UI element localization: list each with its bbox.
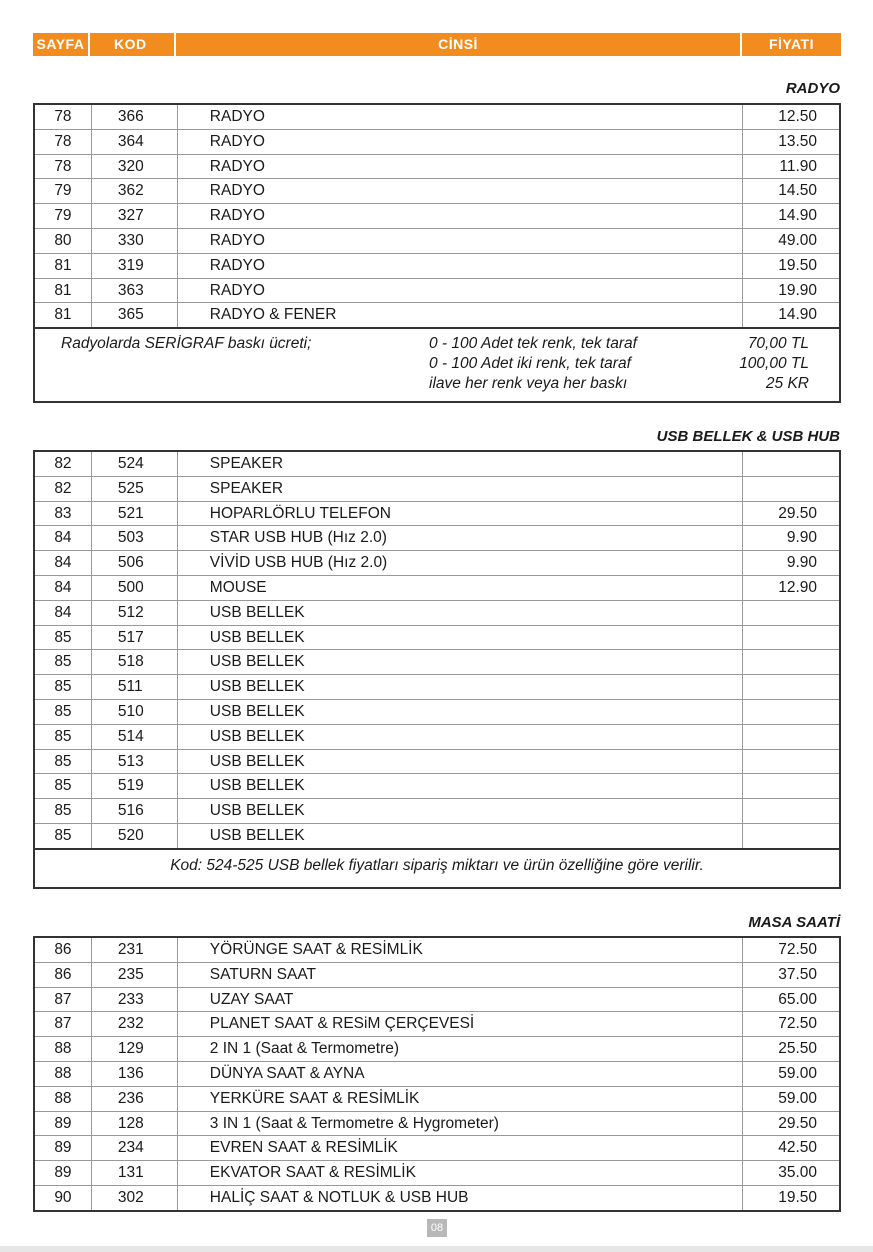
cell-kod: 320 [91,154,177,179]
cell-cinsi: RADYO [177,278,742,303]
cell-fiyat: 37.50 [742,962,840,987]
masa-saati-table [33,936,841,1212]
cell-fiyat: 12.90 [742,575,840,600]
cell-sayfa: 81 [34,253,91,278]
cell-kod: 506 [91,551,177,576]
cell-kod: 362 [91,179,177,204]
cell-fiyat: 19.50 [742,1185,840,1210]
cell-fiyat: 25.50 [742,1037,840,1062]
table-row [34,228,840,253]
cell-kod: 363 [91,278,177,303]
cell-sayfa: 78 [34,104,91,129]
cell-fiyat: 14.90 [742,303,840,328]
cell-sayfa: 78 [34,154,91,179]
cell-cinsi: USB BELLEK [177,774,742,799]
cell-sayfa: 85 [34,625,91,650]
table-row [34,774,840,799]
table-row [34,799,840,824]
cell-kod: 518 [91,650,177,675]
cell-fiyat [742,724,840,749]
table-row [34,1061,840,1086]
cell-kod: 233 [91,987,177,1012]
cell-kod: 234 [91,1136,177,1161]
serigraf-line-price: 25 KR [765,375,809,392]
cell-sayfa: 87 [34,1012,91,1037]
cell-kod: 524 [91,451,177,476]
cell-cinsi: EKVATOR SAAT & RESİMLİK [177,1161,742,1186]
serigraf-note [33,327,841,403]
cell-cinsi: SPEAKER [177,476,742,501]
page-number: 08 [427,1219,447,1237]
cell-cinsi: SPEAKER [177,451,742,476]
cell-fiyat [742,749,840,774]
cell-cinsi: USB BELLEK [177,600,742,625]
cell-cinsi: USB BELLEK [177,699,742,724]
table-row [34,1111,840,1136]
cell-cinsi: RADYO [177,228,742,253]
cell-fiyat: 19.90 [742,278,840,303]
table-row [34,476,840,501]
cell-fiyat: 72.50 [742,937,840,962]
cell-cinsi: 3 IN 1 (Saat & Termometre & Hygrometer) [177,1111,742,1136]
table-row [34,1136,840,1161]
cell-kod: 136 [91,1061,177,1086]
cell-kod: 365 [91,303,177,328]
table-row [34,303,840,328]
table-row [34,526,840,551]
table-row [34,104,840,129]
table-row [34,823,840,848]
cell-cinsi: RADYO [177,104,742,129]
cell-cinsi: DÜNYA SAAT & AYNA [177,1061,742,1086]
cell-sayfa: 81 [34,303,91,328]
cell-sayfa: 78 [34,129,91,154]
table-row [34,575,840,600]
section-title-usb: USB BELLEK & USB HUB [656,428,840,445]
cell-sayfa: 84 [34,551,91,576]
cell-fiyat: 14.50 [742,179,840,204]
cell-sayfa: 84 [34,575,91,600]
cell-sayfa: 85 [34,699,91,724]
table-row [34,154,840,179]
cell-sayfa: 85 [34,724,91,749]
cell-cinsi: RADYO [177,129,742,154]
column-header-bar [33,33,841,56]
cell-sayfa: 83 [34,501,91,526]
serigraf-line [429,355,809,375]
cell-cinsi: RADYO & FENER [177,303,742,328]
cell-cinsi: RADYO [177,253,742,278]
cell-sayfa: 85 [34,675,91,700]
table-row [34,1161,840,1186]
cell-fiyat: 19.50 [742,253,840,278]
header-cinsi: CİNSİ [176,33,742,56]
cell-fiyat [742,699,840,724]
cell-cinsi: USB BELLEK [177,724,742,749]
cell-kod: 503 [91,526,177,551]
cell-sayfa: 84 [34,526,91,551]
table-row [34,179,840,204]
cell-sayfa: 80 [34,228,91,253]
table-row [34,724,840,749]
table-row [34,1012,840,1037]
cell-kod: 510 [91,699,177,724]
header-fiyati: FİYATI [742,33,841,56]
cell-cinsi: VİVİD USB HUB (Hız 2.0) [177,551,742,576]
cell-fiyat [742,476,840,501]
cell-kod: 302 [91,1185,177,1210]
cell-fiyat [742,799,840,824]
cell-fiyat [742,774,840,799]
table-row [34,962,840,987]
cell-cinsi: USB BELLEK [177,749,742,774]
usb-note: Kod: 524-525 USB bellek fiyatları sipariş miktarı ve ürün özelliğine göre verilir. [33,846,841,889]
cell-cinsi: USB BELLEK [177,799,742,824]
cell-fiyat [742,823,840,848]
cell-kod: 327 [91,204,177,229]
cell-kod: 366 [91,104,177,129]
table-row [34,749,840,774]
cell-kod: 512 [91,600,177,625]
table-row [34,699,840,724]
cell-fiyat [742,600,840,625]
cell-fiyat: 42.50 [742,1136,840,1161]
cell-cinsi: YÖRÜNGE SAAT & RESİMLİK [177,937,742,962]
table-row [34,551,840,576]
cell-fiyat: 11.90 [742,154,840,179]
cell-kod: 500 [91,575,177,600]
cell-sayfa: 85 [34,650,91,675]
cell-fiyat [742,675,840,700]
cell-cinsi: USB BELLEK [177,823,742,848]
table-row [34,675,840,700]
table-row [34,1185,840,1210]
table-row [34,451,840,476]
cell-fiyat: 9.90 [742,526,840,551]
cell-cinsi: RADYO [177,179,742,204]
cell-cinsi: UZAY SAAT [177,987,742,1012]
serigraf-line [429,375,809,395]
table-row [34,937,840,962]
cell-fiyat: 9.90 [742,551,840,576]
cell-fiyat [742,625,840,650]
cell-cinsi: HALİÇ SAAT & NOTLUK & USB HUB [177,1185,742,1210]
usb-table [33,450,841,850]
cell-cinsi: YERKÜRE SAAT & RESİMLİK [177,1086,742,1111]
table-row [34,129,840,154]
cell-sayfa: 85 [34,799,91,824]
table-row [34,600,840,625]
cell-kod: 511 [91,675,177,700]
cell-cinsi: USB BELLEK [177,675,742,700]
header-kod: KOD [90,33,176,56]
cell-fiyat [742,650,840,675]
serigraf-line-text: 0 - 100 Adet tek renk, tek taraf [429,335,637,352]
cell-fiyat: 13.50 [742,129,840,154]
cell-sayfa: 84 [34,600,91,625]
cell-fiyat: 35.00 [742,1161,840,1186]
table-row [34,253,840,278]
cell-kod: 517 [91,625,177,650]
cell-kod: 235 [91,962,177,987]
cell-cinsi: HOPARLÖRLU TELEFON [177,501,742,526]
cell-cinsi: 2 IN 1 (Saat & Termometre) [177,1037,742,1062]
cell-kod: 319 [91,253,177,278]
table-row [34,987,840,1012]
cell-sayfa: 81 [34,278,91,303]
cell-cinsi: MOUSE [177,575,742,600]
cell-kod: 231 [91,937,177,962]
bottom-divider [0,1246,873,1252]
cell-kod: 513 [91,749,177,774]
cell-kod: 128 [91,1111,177,1136]
cell-sayfa: 85 [34,823,91,848]
cell-sayfa: 89 [34,1111,91,1136]
cell-sayfa: 86 [34,962,91,987]
cell-cinsi: PLANET SAAT & RESiM ÇERÇEVESİ [177,1012,742,1037]
cell-cinsi: USB BELLEK [177,625,742,650]
cell-kod: 519 [91,774,177,799]
cell-fiyat: 14.90 [742,204,840,229]
serigraf-line-text: ilave her renk veya her baskı [429,375,628,392]
serigraf-note-label: Radyolarda SERİGRAF baskı ücreti; [61,335,312,352]
cell-cinsi: SATURN SAAT [177,962,742,987]
cell-fiyat: 65.00 [742,987,840,1012]
cell-kod: 232 [91,1012,177,1037]
cell-kod: 520 [91,823,177,848]
cell-fiyat: 59.00 [742,1086,840,1111]
cell-cinsi: RADYO [177,154,742,179]
cell-kod: 330 [91,228,177,253]
cell-cinsi: EVREN SAAT & RESİMLİK [177,1136,742,1161]
cell-sayfa: 88 [34,1086,91,1111]
cell-sayfa: 85 [34,749,91,774]
cell-kod: 514 [91,724,177,749]
cell-sayfa: 82 [34,451,91,476]
cell-kod: 525 [91,476,177,501]
cell-kod: 521 [91,501,177,526]
cell-sayfa: 88 [34,1037,91,1062]
cell-kod: 516 [91,799,177,824]
section-title-masa-saati: MASA SAATİ [748,914,840,931]
cell-kod: 364 [91,129,177,154]
cell-kod: 236 [91,1086,177,1111]
cell-sayfa: 89 [34,1136,91,1161]
cell-sayfa: 79 [34,179,91,204]
cell-fiyat [742,451,840,476]
serigraf-line-price: 100,00 TL [739,355,809,372]
cell-cinsi: STAR USB HUB (Hız 2.0) [177,526,742,551]
serigraf-line-price: 70,00 TL [747,335,809,352]
cell-fiyat: 29.50 [742,501,840,526]
cell-sayfa: 79 [34,204,91,229]
cell-sayfa: 88 [34,1061,91,1086]
header-sayfa: SAYFA [33,33,90,56]
cell-sayfa: 86 [34,937,91,962]
table-row [34,625,840,650]
cell-kod: 131 [91,1161,177,1186]
cell-cinsi: RADYO [177,204,742,229]
cell-sayfa: 89 [34,1161,91,1186]
cell-kod: 129 [91,1037,177,1062]
cell-sayfa: 90 [34,1185,91,1210]
table-row [34,650,840,675]
table-row [34,1086,840,1111]
table-row [34,204,840,229]
cell-fiyat: 29.50 [742,1111,840,1136]
cell-sayfa: 87 [34,987,91,1012]
cell-sayfa: 82 [34,476,91,501]
section-title-radyo: RADYO [785,80,840,97]
cell-cinsi: USB BELLEK [177,650,742,675]
cell-fiyat: 59.00 [742,1061,840,1086]
cell-fiyat: 49.00 [742,228,840,253]
cell-fiyat: 12.50 [742,104,840,129]
table-row [34,501,840,526]
serigraf-line [429,335,809,355]
radyo-table [33,103,841,329]
serigraf-line-text: 0 - 100 Adet iki renk, tek taraf [429,355,631,372]
table-row [34,278,840,303]
cell-fiyat: 72.50 [742,1012,840,1037]
table-row [34,1037,840,1062]
cell-sayfa: 85 [34,774,91,799]
